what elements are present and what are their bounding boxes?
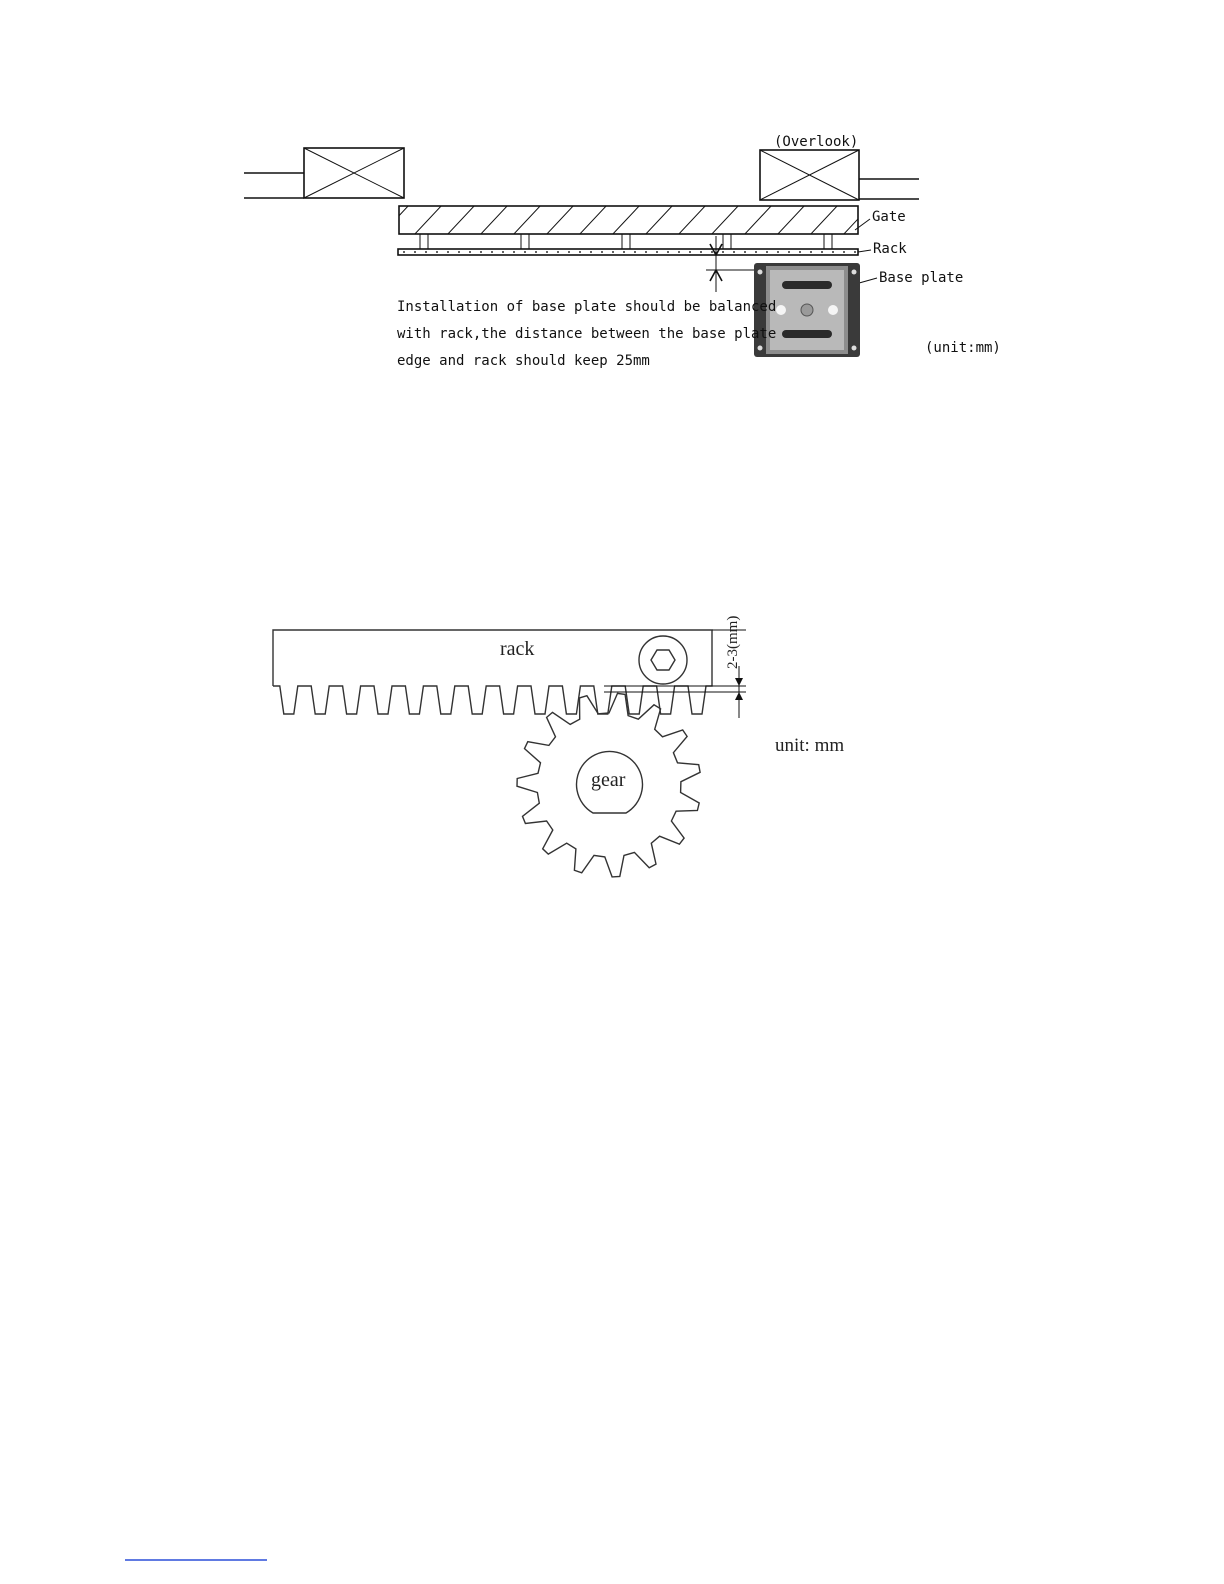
rack-dot bbox=[821, 251, 823, 253]
rack-supports bbox=[420, 234, 832, 249]
rack-dot bbox=[425, 251, 427, 253]
rack-dot bbox=[799, 251, 801, 253]
rack-dot bbox=[513, 251, 515, 253]
gear-label: gear bbox=[591, 769, 626, 791]
rack-dot bbox=[744, 251, 746, 253]
rack-dot bbox=[524, 251, 526, 253]
rack-dot bbox=[480, 251, 482, 253]
gate-hatch-line bbox=[710, 204, 740, 236]
unit-label-2: unit: mm bbox=[775, 735, 845, 756]
gate-hatch-line bbox=[644, 204, 674, 236]
rack-dot bbox=[700, 251, 702, 253]
rack-dot bbox=[557, 251, 559, 253]
gate-hatch-line bbox=[611, 204, 641, 236]
gate-hatch-line bbox=[479, 204, 509, 236]
rack-dot bbox=[667, 251, 669, 253]
gate-hatch-line bbox=[545, 204, 575, 236]
rack-dot bbox=[733, 251, 735, 253]
rack-dot bbox=[832, 251, 834, 253]
gate-hatch-line bbox=[380, 204, 410, 236]
rack-dot bbox=[766, 251, 768, 253]
rack-dot bbox=[854, 251, 856, 253]
rack-dot bbox=[711, 251, 713, 253]
rack-dot bbox=[568, 251, 570, 253]
right-gate-post bbox=[760, 150, 919, 200]
rack-dot bbox=[403, 251, 405, 253]
gate-hatch-line bbox=[677, 204, 707, 236]
gate-body bbox=[380, 204, 905, 236]
gate-hatch-line bbox=[578, 204, 608, 236]
rack-dot bbox=[502, 251, 504, 253]
note-line-2: with rack,the distance between the base plate bbox=[397, 326, 777, 342]
rack-dot bbox=[414, 251, 416, 253]
rack-dot bbox=[656, 251, 658, 253]
overlook-diagram bbox=[244, 134, 1001, 369]
gate-hatch-line bbox=[512, 204, 542, 236]
rack-dot bbox=[777, 251, 779, 253]
rack-dot bbox=[546, 251, 548, 253]
rack-dot bbox=[788, 251, 790, 253]
base-plate-label: Base plate bbox=[879, 270, 964, 286]
rack-dot bbox=[645, 251, 647, 253]
rack-dot bbox=[469, 251, 471, 253]
gap-label: 2-3(mm) bbox=[725, 615, 741, 669]
rack-dot bbox=[612, 251, 614, 253]
rack-dot bbox=[601, 251, 603, 253]
gate-hatch-line bbox=[809, 204, 839, 236]
rack-label-2: rack bbox=[500, 638, 535, 660]
note-line-1: Installation of base plate should be balanced bbox=[397, 299, 777, 315]
distance-dimension bbox=[706, 236, 760, 292]
rack-dot bbox=[491, 251, 493, 253]
rack-strip bbox=[398, 249, 858, 255]
rack-label: Rack bbox=[873, 241, 907, 257]
gate-hatch-line bbox=[413, 204, 443, 236]
rack-dot bbox=[722, 251, 724, 253]
left-gate-post bbox=[244, 148, 404, 198]
rack-dot bbox=[678, 251, 680, 253]
note-line-3: edge and rack should keep 25mm bbox=[397, 353, 650, 369]
unit-label-1: (unit:mm) bbox=[925, 340, 1001, 356]
rack-dot bbox=[436, 251, 438, 253]
rack-gear-diagram bbox=[273, 616, 844, 877]
overlook-label: (Overlook) bbox=[774, 134, 859, 150]
rack-dot bbox=[689, 251, 691, 253]
rack-dot bbox=[535, 251, 537, 253]
gate-hatch-line bbox=[842, 204, 872, 236]
gate-label: Gate bbox=[872, 209, 906, 225]
rack-dot bbox=[623, 251, 625, 253]
rack-dot bbox=[458, 251, 460, 253]
rack-bolt bbox=[639, 636, 687, 684]
rack-leader bbox=[858, 250, 871, 252]
rack-dot bbox=[634, 251, 636, 253]
rack-dot bbox=[590, 251, 592, 253]
rack-dot bbox=[843, 251, 845, 253]
rack-dot bbox=[810, 251, 812, 253]
rack-dot bbox=[447, 251, 449, 253]
gate-hatch-line bbox=[776, 204, 806, 236]
gate-hatch-line bbox=[743, 204, 773, 236]
rack-dot bbox=[755, 251, 757, 253]
gate-hatch-line bbox=[446, 204, 476, 236]
rack-dot bbox=[579, 251, 581, 253]
